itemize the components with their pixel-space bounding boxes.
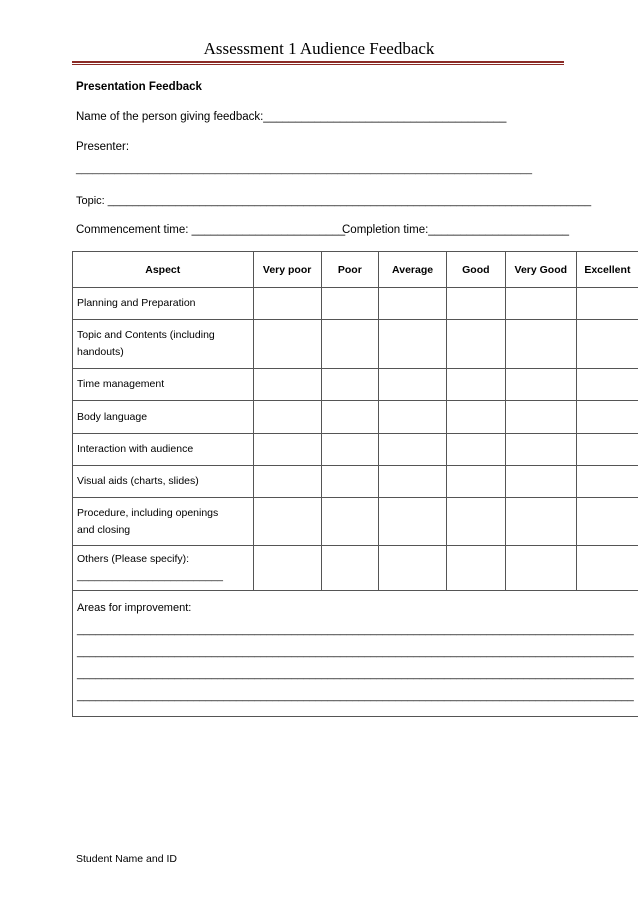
rating-cell[interactable]	[253, 434, 321, 466]
rating-cell[interactable]	[378, 288, 446, 320]
aspect-label: Topic and Contents (including handouts)	[73, 320, 254, 369]
table-row	[73, 466, 638, 498]
table-row	[73, 498, 638, 546]
commencement-time-field[interactable]: Commencement time: ________________________	[76, 224, 346, 236]
rating-cell[interactable]	[378, 466, 446, 498]
improvement-label: Areas for improvement:	[77, 602, 192, 614]
rating-cell[interactable]	[505, 320, 577, 369]
rating-cell[interactable]	[253, 546, 321, 591]
rating-cell[interactable]	[447, 546, 505, 591]
rating-cell[interactable]	[378, 401, 446, 434]
rating-cell[interactable]	[505, 466, 577, 498]
feedback-table	[72, 251, 638, 717]
presenter-line[interactable]: __________________________________________________________________________________	[76, 164, 533, 175]
table-row	[73, 320, 638, 369]
rating-cell[interactable]	[505, 288, 577, 320]
table-header-row	[73, 252, 638, 288]
completion-time-field[interactable]: Completion time:______________________	[342, 224, 569, 236]
aspect-label: Others (Please specify): _________________________	[73, 546, 254, 591]
rating-cell[interactable]	[253, 401, 321, 434]
rating-cell[interactable]	[253, 498, 321, 546]
rating-cell[interactable]	[378, 546, 446, 591]
rating-cell[interactable]	[321, 369, 378, 401]
rating-cell[interactable]	[378, 320, 446, 369]
rating-cell[interactable]	[378, 434, 446, 466]
table-row	[73, 401, 638, 434]
rating-cell[interactable]	[505, 369, 577, 401]
table-row	[73, 369, 638, 401]
student-name-id: Student Name and ID	[76, 853, 177, 865]
table-row	[73, 288, 638, 320]
rating-cell[interactable]	[447, 288, 505, 320]
header-aspect: Aspect	[73, 252, 254, 288]
rating-cell[interactable]	[577, 401, 638, 434]
title-underline-thin	[72, 64, 564, 65]
rating-cell[interactable]	[447, 498, 505, 546]
rating-cell[interactable]	[505, 401, 577, 434]
header-very-poor: Very poor	[253, 252, 321, 288]
aspect-label: Body language	[73, 401, 254, 434]
rating-cell[interactable]	[253, 320, 321, 369]
rating-cell[interactable]	[321, 401, 378, 434]
rating-cell[interactable]	[577, 546, 638, 591]
topic-field[interactable]: Topic: _______________________________________________________________________________	[76, 195, 592, 207]
aspect-label: Interaction with audience	[73, 434, 254, 466]
rating-cell[interactable]	[505, 546, 577, 591]
rating-cell[interactable]	[253, 288, 321, 320]
rating-cell[interactable]	[321, 434, 378, 466]
rating-cell[interactable]	[321, 546, 378, 591]
section-heading: Presentation Feedback	[76, 81, 202, 93]
rating-cell[interactable]	[321, 288, 378, 320]
improvement-line[interactable]: ___________________________________________________________________________________________	[77, 690, 634, 702]
areas-for-improvement[interactable]	[73, 591, 638, 717]
rating-cell[interactable]	[447, 320, 505, 369]
improvement-line[interactable]: ___________________________________________________________________________________________	[77, 668, 634, 680]
rating-cell[interactable]	[253, 369, 321, 401]
rating-cell[interactable]	[253, 466, 321, 498]
aspect-label: Planning and Preparation	[73, 288, 254, 320]
table-row	[73, 434, 638, 466]
header-poor: Poor	[321, 252, 378, 288]
improvement-line[interactable]: ___________________________________________________________________________________________	[77, 624, 634, 636]
page-title: Assessment 1 Audience Feedback	[203, 39, 435, 58]
rating-cell[interactable]	[378, 498, 446, 546]
rating-cell[interactable]	[321, 320, 378, 369]
improvement-row	[73, 591, 638, 717]
header-excellent: Excellent	[577, 252, 638, 288]
header-very-good: Very Good	[505, 252, 577, 288]
rating-cell[interactable]	[577, 498, 638, 546]
aspect-label: Time management	[73, 369, 254, 401]
presenter-label: Presenter:	[76, 141, 130, 153]
rating-cell[interactable]	[321, 498, 378, 546]
header-average: Average	[378, 252, 446, 288]
rating-cell[interactable]	[321, 466, 378, 498]
rating-cell[interactable]	[447, 401, 505, 434]
rating-cell[interactable]	[577, 288, 638, 320]
rating-cell[interactable]	[447, 434, 505, 466]
aspect-label: Procedure, including openings and closing	[73, 498, 254, 546]
rating-cell[interactable]	[505, 434, 577, 466]
rating-cell[interactable]	[447, 466, 505, 498]
feedback-giver-field[interactable]: Name of the person giving feedback:______________________________________	[76, 111, 507, 123]
title-underline	[72, 61, 564, 63]
rating-cell[interactable]	[577, 369, 638, 401]
rating-cell[interactable]	[447, 369, 505, 401]
improvement-line[interactable]: ___________________________________________________________________________________________	[77, 646, 634, 658]
rating-cell[interactable]	[378, 369, 446, 401]
rating-cell[interactable]	[577, 320, 638, 369]
table-row	[73, 546, 638, 591]
rating-cell[interactable]	[577, 466, 638, 498]
rating-cell[interactable]	[577, 434, 638, 466]
rating-cell[interactable]	[505, 498, 577, 546]
header-good: Good	[447, 252, 505, 288]
aspect-label: Visual aids (charts, slides)	[73, 466, 254, 498]
